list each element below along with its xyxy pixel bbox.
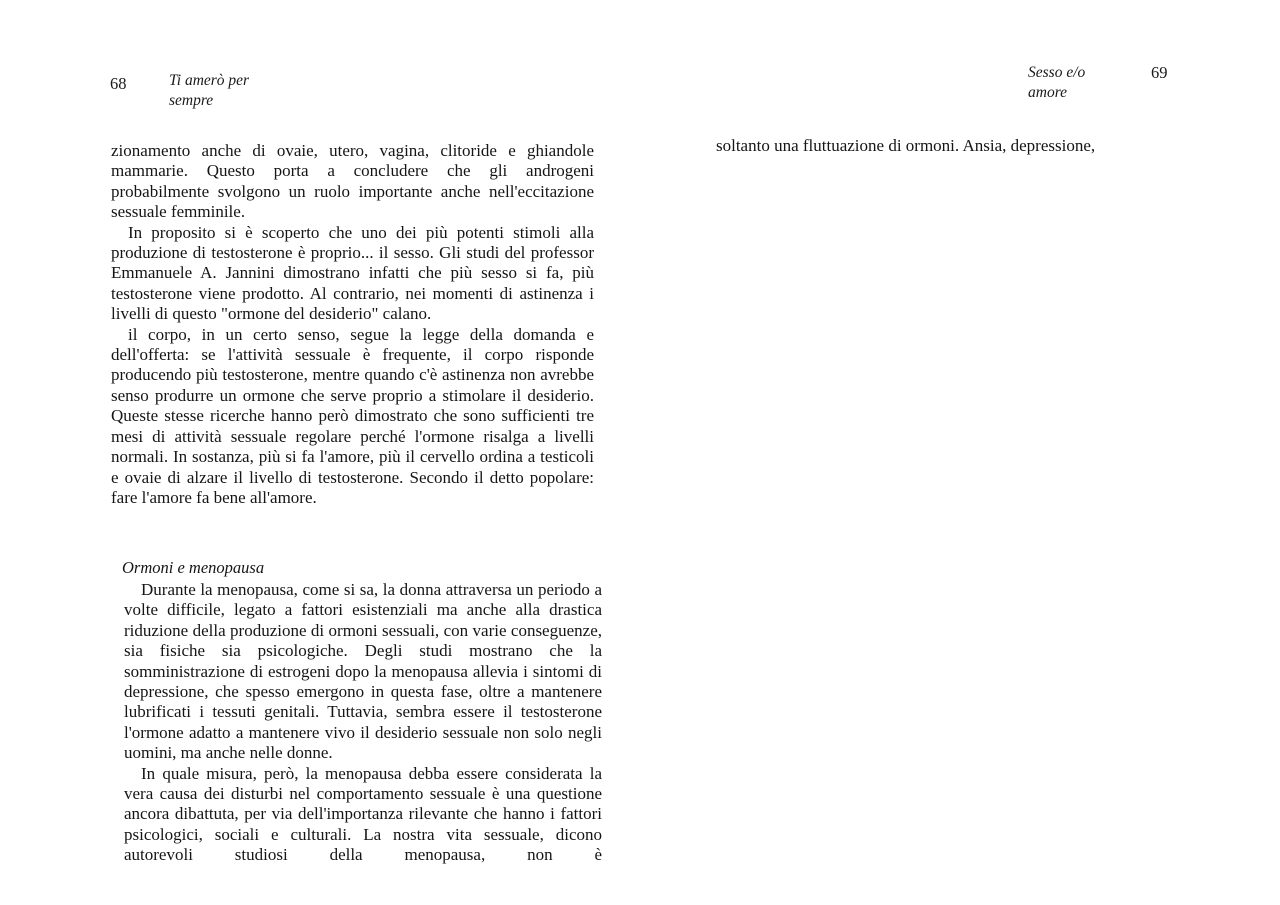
page-number-left: 68 [110,74,127,93]
paragraph: Durante la menopausa, come si sa, la donna attraversa un periodo a volte difficile, legato a fattori esistenziali ma anche alla drastica riduzione della produzione di ormoni sessuali, con varie conseguenze, sia fisiche sia psicologiche. Degli studi mostrano che la somministrazione di estrogeni dopo la menopausa allevia i sintomi di depressione, che spesso emergono in questa fase, oltre a mantenere lubrificati i tessuti genitali. Tuttavia, sembra essere il testosterone l'ormone adatto a mantenere vivo il desiderio sessuale non solo negli uomini, ma anche nelle donne. [124,580,602,763]
paragraph: il corpo, in un certo senso, segue la legge della domanda e dell'offerta: se l'attività sessuale è frequente, il corpo risponde producendo più testosterone, mentre quando c'è astinenza non avrebbe senso produrre un ormone che serve proprio a stimolare il desiderio. Queste stesse ricerche hanno però dimostrato che sono sufficienti tre mesi di attività sessuale regolare perché l'ormone risalga a livelli normali. In sostanza, più si fa l'amore, più il cervello ordina a testicoli e ovaie di alzare il livello di testosterone. Secondo il detto popolare: fare l'amore fa bene all'amore. [111,324,594,507]
body-text-right [716,136,1200,156]
section-heading: Ormoni e menopausa [122,558,265,577]
paragraph: soltanto una fluttuazione di ormoni. Ansia, depressione, [716,136,1096,155]
page-number-right: 69 [1151,63,1168,82]
body-text-left-top [111,141,594,508]
running-title-right: Sesso e/o amore [1028,64,1086,101]
paragraph: In proposito si è scoperto che uno dei più potenti stimoli alla produzione di testosterone è proprio... il sesso. Gli studi del professor Emmanuele A. Jannini dimostrano infatti che più sesso si fa, più testosterone viene prodotto. Al contrario, nei momenti di astinenza i livelli di questo "ormone del desiderio" calano. [111,222,594,324]
body-text-left-bottom [124,580,602,866]
running-title-left: Ti amerò per sempre [169,72,250,109]
paragraph: In quale misura, però, la menopausa debba essere considerata la vera causa dei disturbi nel comportamento sessuale è una questione ancora dibattuta, per via dell'importanza rilevante che hanno i fattori psicologici, sociali e culturali. La nostra vita sessuale, dicono autorevoli studiosi della menopausa, non è [124,763,602,865]
paragraph: zionamento anche di ovaie, utero, vagina, clitoride e ghiandole mammarie. Questo porta a concludere che gli androgeni probabilmente svolgono un ruolo importante anche nell'eccitazione sessuale femminile. [111,141,594,222]
